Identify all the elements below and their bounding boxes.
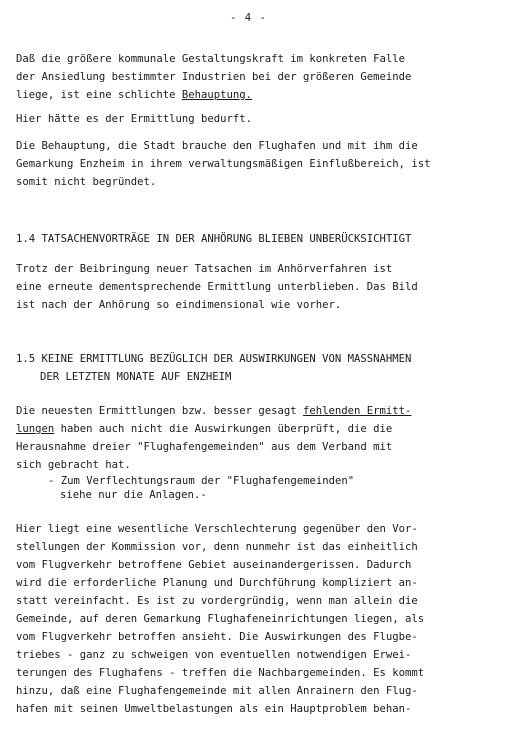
text-line: Gemeinde, auf deren Gemarkung Flughafeneinrichtungen liegen, als [16,613,425,625]
underlined-text: lungen [16,423,55,435]
text-line: statt vereinfacht. Es ist zu vordergründig, wenn man allein die [16,595,418,607]
text-span: haben auch nicht die Auswirkungen überprüft, die die [54,423,393,435]
text-line: eine erneute dementsprechende Ermittlung unterblieben. Das Bild [16,281,418,293]
section-heading-1-4 [16,230,496,248]
text-line: ist nach der Anhörung so eindimensional wie vorher. [16,299,342,311]
paragraph-1 [16,50,496,104]
paragraph-6 [16,520,496,718]
text-line: vom Flugverkehr betroffen ansieht. Die Auswirkungen des Flugbe- [16,631,418,643]
heading-text: DER LETZTEN MONATE AUF ENZHEIM [40,371,232,383]
text-line: triebes - ganz zu schweigen von eventuellen notwendigen Erwei- [16,649,412,661]
text-line: wird die erforderliche Planung und Durchführung kompliziert an- [16,577,418,589]
underlined-text: Behauptung. [181,89,252,101]
text-line: vom Flugverkehr betroffene Gebiet auseinandergerissen. Dadurch [16,559,412,571]
text-line [16,86,496,104]
paragraph-2 [16,110,496,128]
text-line [16,420,496,438]
paragraph-5 [16,402,496,474]
text-span: liege, ist eine schlichte [16,89,182,101]
text-line: Hier liegt eine wesentliche Verschlechterung gegenüber den Vor- [16,523,418,535]
text-line: Trotz der Beibringung neuer Tatsachen im Anhörverfahren ist [16,263,393,275]
text-line: Daß die größere kommunale Gestaltungskraft im konkreten Falle [16,53,406,65]
text-line: terungen des Flughafens - treffen die Nachbargemeinden. Es kommt [16,667,425,679]
text-line: Herausnahme dreier "Flughafengemeinden" aus dem Verband mit [16,441,393,453]
note [16,474,496,502]
text-line: stellungen der Kommission vor, denn nunmehr ist das einheitlich [16,541,418,553]
page-number: - 4 - [230,12,267,24]
text-line: hafen mit seinen Umweltbelastungen als ein Hauptproblem behan- [16,703,412,715]
text-line [16,402,496,420]
note-line: - Zum Verflechtungsraum der "Flughafengemeinden" [48,475,355,487]
heading-text: 1.4 TATSACHENVORTRÄGE IN DER ANHÖRUNG BLIEBEN UNBERÜCKSICHTIGT [16,233,412,245]
heading-text: 1.5 KEINE ERMITTLUNG BEZÜGLICH DER AUSWIRKUNGEN VON MASSNAHMEN [16,353,412,365]
text-line: hinzu, daß eine Flughafengemeinde mit allen Anrainern den Flug- [16,685,418,697]
text-line: Gemarkung Enzheim in ihrem verwaltungsmäßigen Einflußbereich, ist [16,158,431,170]
section-heading-1-5 [16,350,496,386]
text-line: Hier hätte es der Ermittlung bedurft. [16,113,252,125]
text-line: der Ansiedlung bestimmter Industrien bei der größeren Gemeinde [16,71,412,83]
note-line: siehe nur die Anlagen.- [60,489,207,501]
text-span: Die neuesten Ermittlungen bzw. besser gesagt [16,405,304,417]
text-line: Die Behauptung, die Stadt brauche den Flughafen und mit ihm die [16,140,418,152]
text-line: sich gebracht hat. [16,459,131,471]
paragraph-3 [16,137,496,191]
paragraph-4 [16,260,496,314]
underlined-text: fehlenden Ermitt- [303,405,412,417]
text-line: somit nicht begründet. [16,176,157,188]
